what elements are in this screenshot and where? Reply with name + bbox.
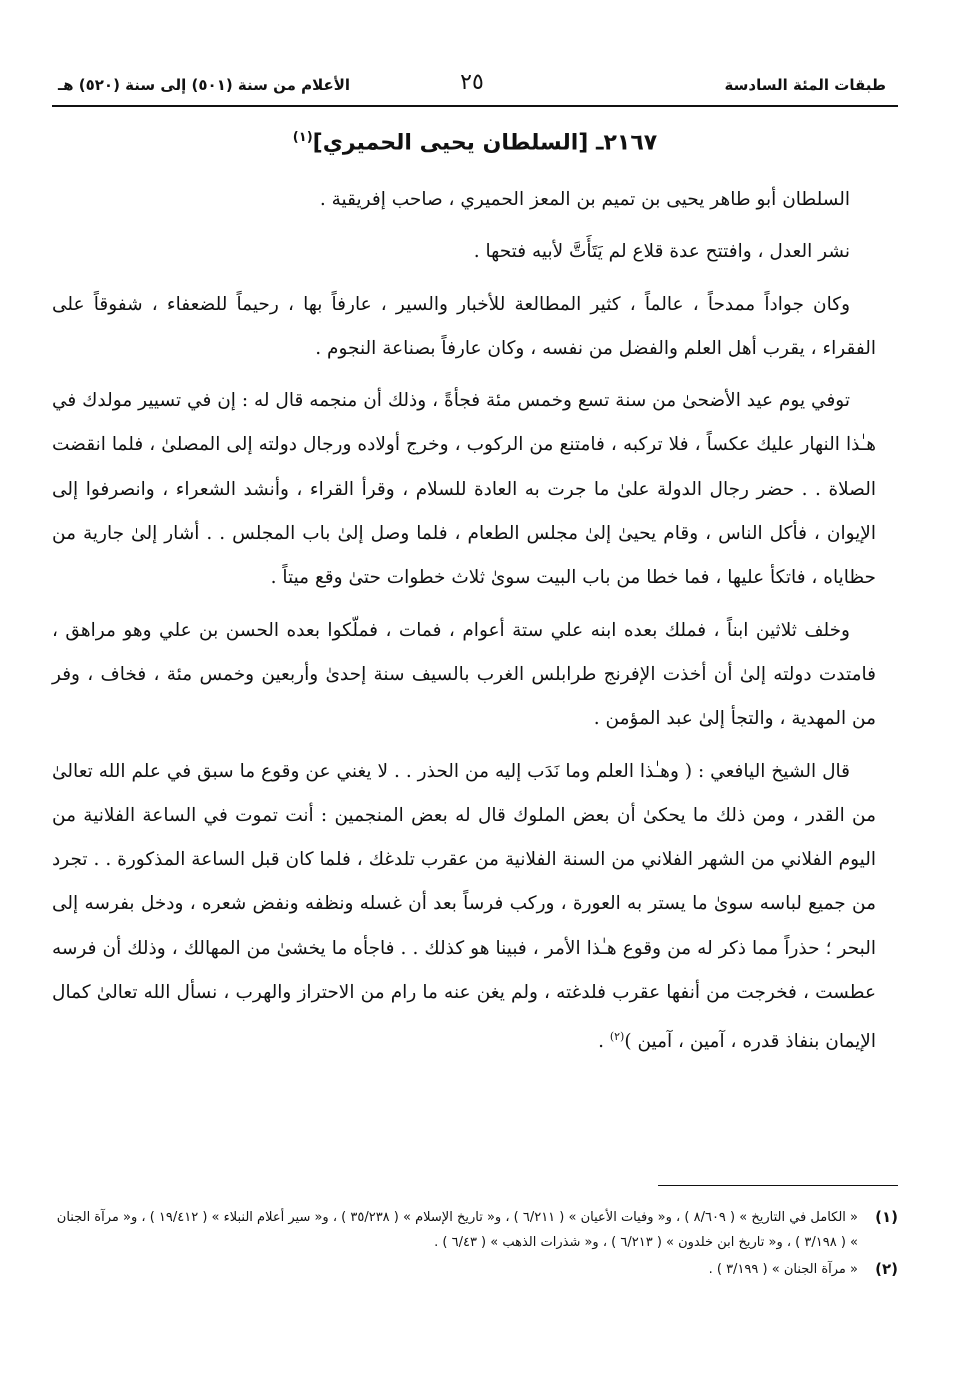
body-text	[52, 178, 876, 1065]
entry-title-text: ٢١٦٧ـ [السلطان يحيى الحميري]	[312, 130, 658, 156]
paragraph: نشر العدل ، وافتتح عدة قلاع لم يَتَأَتَّ لأبيه فتحها .	[473, 241, 850, 263]
entry-footnote-ref: (١)	[292, 130, 313, 145]
paragraph: وكان جواداً ممدحاً ، عالماً ، كثير المطالعة للأخبار والسير ، عارفاً بها ، رحيماً للضعفاء ، شفوقاً على الفقراء ، يقرب أهل العلم والفضل من نفسه ، وكان عارفاً بصناعة النجوم .	[52, 293, 876, 359]
paragraph-footnote-ref: (٢)	[609, 1030, 625, 1044]
footnote-number: (٢)	[875, 1260, 898, 1278]
page-number: ٢٥	[460, 70, 484, 95]
paragraph: توفي يوم عيد الأضحىٰ من سنة تسع وخمس مئة فجأةً ، وذلك أن منجمه قال له : إن في تسيير مولدك في هـٰذا النهار عليك عكساً ، فلا تركبه ، فامتنع من الركوب ، وخرج أولاده ورجال دولته إلى المصلىٰ ، فلما انقضت الصلاة . . حضر رجال الدولة علىٰ ما جرت به العادة للسلام ، وقرأ القراء ، وأنشد الشعراء ، وانصرفوا إلى الإيوان ، فأكل الناس ، وقام يحيىٰ إلىٰ مجلس الطعام ، فلما وصل إلىٰ باب المجلس . . أشار إلىٰ جارية من حظاياه ، فاتكأ عليها ، فما خطا من باب البيت سوىٰ ثلاث خطوات حتىٰ وقع ميتاً .	[52, 390, 876, 589]
footnote	[52, 1257, 898, 1282]
footnote-text: « الكامل في التاريخ » ( ٨/٦٠٩ ) ، و« وفيات الأعيان » ( ٦/٢١١ ) ، و« تاريخ الإسلام » ( ٣٥/٢٣٨ ) ، و« سير أعلام النبلاء » ( ١٩/٤١٢ ) ، و« مرآة الجنان » ( ٣/١٩٨ ) ، و« تاريخ ابن خلدون » ( ٦/٢١٣ ) ، و« شذرات الذهب » ( ٦/٤٣ ) .	[56, 1210, 858, 1250]
header-rule	[52, 105, 898, 107]
paragraph-last	[52, 750, 876, 1065]
footnote-text: « مرآة الجنان » ( ٣/١٩٩ ) .	[708, 1262, 858, 1277]
paragraph: وخلف ثلاثين ابناً ، فملك بعده ابنه علي ستة أعوام ، فمات ، فملّكوا بعده الحسن بن علي وهو مراهق ، فامتدت دولته إلىٰ أن أخذت الإفرنج طرابلس الغرب بالسيف سنة إحدىٰ وأربعين وخمس مئة ، فخاف ، وفر من المهدية ، والتجأ إلىٰ عبد المؤمن .	[52, 619, 876, 730]
footnote-number: (١)	[875, 1208, 898, 1226]
paragraph-last-text: قال الشيخ اليافعي : ( وهـٰذا العلم وما نَدَب إليه من الحذر . . لا يغني عن وقوع ما سبق في علم الله تعالىٰ من القدر ، ومن ذلك ما يحكىٰ أن بعض الملوك قال له بعض المنجمين : أنت تموت في الساعة الفلانية من اليوم الفلاني من الشهر الفلاني من السنة الفلانية من عقرب تلدغك ، فلما كان قبل الساعة المذكورة . . تجرد من جميع لباسه سوىٰ ما يستر به العورة ، وركب فرساً بعد أن غسله ونظفه ونفض شعره ، ودخل بفرسه إلى البحر ؛ حذراً مما ذكر له من وقوع هـٰذا الأمر ، فبينا هو كذلك . . فاجأه ما يخشىٰ من المهالك ، وذلك أن فرسه عطست ، فخرجت من أنفها عقرب فلدغته ، ولم يغن عنه ما رام من الاحتراز والهرب ، نسأل الله تعالىٰ كمال الإيمان بنفاذ قدره ، آمين ، آمين )	[52, 760, 876, 1053]
range-title: الأعلام من سنة (٥٠١) إلى سنة (٥٢٠) هـ	[58, 76, 351, 94]
footnotes	[52, 1205, 898, 1282]
paragraph: السلطان أبو طاهر يحيى بن تميم بن المعز الحميري ، صاحب إفريقية .	[319, 189, 850, 210]
footnote	[52, 1205, 898, 1255]
running-head	[58, 70, 886, 102]
entry-title	[52, 118, 898, 163]
book-title: طبقات المئة السادسة	[724, 76, 886, 94]
paragraph-end: .	[598, 1031, 610, 1053]
footnote-rule	[658, 1185, 898, 1186]
